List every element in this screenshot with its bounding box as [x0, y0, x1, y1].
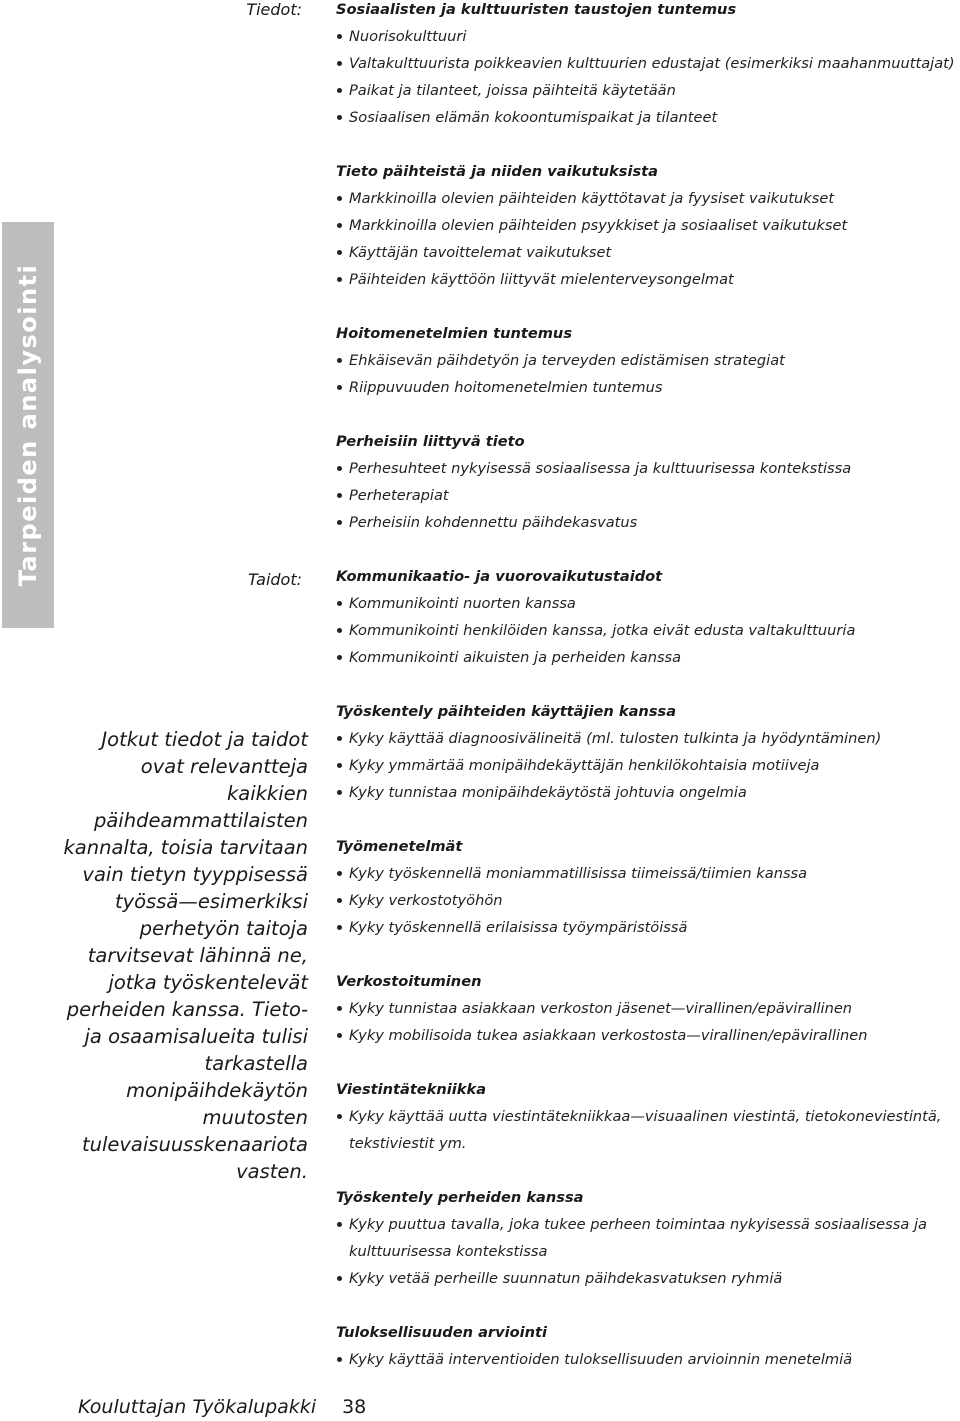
list-item: Kyky ymmärtää monipäihdekäyttäjän henkilökohtaisia motiiveja: [336, 752, 958, 779]
section-heading: Sosiaalisten ja kulttuuristen taustojen tuntemus: [336, 1, 737, 18]
side-tab-label: Tarpeiden analysointi: [14, 263, 42, 587]
section: [336, 1184, 958, 1292]
section-heading: Hoitomenetelmien tuntemus: [336, 325, 573, 342]
section-heading: Työskentely perheiden kanssa: [336, 1189, 584, 1206]
footer-title: Kouluttajan Työkalupakki: [78, 1396, 317, 1418]
section: [336, 428, 958, 536]
section-heading: Viestintätekniikka: [336, 1081, 487, 1098]
taidot-label: Taidot:: [248, 570, 302, 589]
section-heading: Työmenetelmät: [336, 838, 463, 855]
list-item: Käyttäjän tavoittelemat vaikutukset: [336, 239, 958, 266]
content-column: [336, 0, 958, 1400]
list-item: Kyky verkostotyöhön: [336, 887, 958, 914]
section-heading: Työskentely päihteiden käyttäjien kanssa: [336, 703, 677, 720]
list-item: Kommunikointi nuorten kanssa: [336, 590, 958, 617]
side-tab: [2, 222, 54, 628]
list-item: Kyky puuttua tavalla, joka tukee perheen toimintaa nykyisessä sosiaalisessa ja kulttuurisessa kontekstissa: [336, 1211, 958, 1265]
list-item: Kyky käyttää uutta viestintätekniikkaa—visuaalinen viestintä, tietokoneviestintä, tekstiviestit ym.: [336, 1103, 958, 1157]
list-item: Kyky tunnistaa asiakkaan verkoston jäsenet—virallinen/epävirallinen: [336, 995, 958, 1022]
list-item: Kyky työskennellä erilaisissa työympäristöissä: [336, 914, 958, 941]
section: [336, 158, 958, 293]
section-heading: Tieto päihteistä ja niiden vaikutuksista: [336, 163, 658, 180]
list-item: Kommunikointi henkilöiden kanssa, jotka eivät edusta valtakulttuuria: [336, 617, 958, 644]
list-item: Nuorisokulttuuri: [336, 23, 958, 50]
list-item: Ehkäisevän päihdetyön ja terveyden edistämisen strategiat: [336, 347, 958, 374]
section-heading: Kommunikaatio- ja vuorovaikutustaidot: [336, 568, 663, 585]
list-item: Kommunikointi aikuisten ja perheiden kanssa: [336, 644, 958, 671]
tiedot-label: Tiedot:: [246, 0, 302, 19]
list-item: Markkinoilla olevien päihteiden psyykkiset ja sosiaaliset vaikutukset: [336, 212, 958, 239]
list-item: Kyky vetää perheille suunnatun päihdekasvatuksen ryhmiä: [336, 1265, 958, 1292]
list-item: Markkinoilla olevien päihteiden käyttötavat ja fyysiset vaikutukset: [336, 185, 958, 212]
list-item: Kyky mobilisoida tukea asiakkaan verkostosta—virallinen/epävirallinen: [336, 1022, 958, 1049]
section-heading: Verkostoituminen: [336, 973, 482, 990]
section: [336, 833, 958, 941]
list-item: Kyky tunnistaa monipäihdekäytöstä johtuvia ongelmia: [336, 779, 958, 806]
section-heading: Tuloksellisuuden arviointi: [336, 1324, 548, 1341]
list-item: Paikat ja tilanteet, joissa päihteitä käytetään: [336, 77, 958, 104]
section: [336, 1076, 958, 1157]
list-item: Riippuvuuden hoitomenetelmien tuntemus: [336, 374, 958, 401]
section: [336, 563, 958, 671]
list-item: Perheisiin kohdennettu päihdekasvatus: [336, 509, 958, 536]
list-item: Valtakulttuurista poikkeavien kulttuurien edustajat (esimerkiksi maahanmuuttajat): [336, 50, 958, 77]
list-item: Sosiaalisen elämän kokoontumispaikat ja tilanteet: [336, 104, 958, 131]
section: [336, 698, 958, 806]
list-item: Kyky käyttää diagnoosivälineitä (ml. tulosten tulkinta ja hyödyntäminen): [336, 725, 958, 752]
list-item: Kyky työskennellä moniammatillisissa tiimeissä/tiimien kanssa: [336, 860, 958, 887]
footer: [78, 1394, 366, 1421]
list-item: Päihteiden käyttöön liittyvät mielenterveysongelmat: [336, 266, 958, 293]
section: [336, 0, 958, 131]
section-heading: Perheisiin liittyvä tieto: [336, 433, 525, 450]
list-item: Perheterapiat: [336, 482, 958, 509]
list-item: Kyky käyttää interventioiden tuloksellisuuden arvioinnin menetelmiä: [336, 1346, 958, 1373]
side-note: Jotkut tiedot ja taidot ovat relevantteja kaikkien päihdeammattilaisten kannalta, toisia tarvitaan vain tietyn tyyppisessä työssä—esimerkiksi perhetyön taitoja tarvitsevat lähinnä ne, jotka työskentelevät perheiden kanssa. Tieto- ja osaamisalueita tulisi tarkastella monipäihdekäytön muutosten tulevaisuusskenaariota vasten.: [63, 728, 308, 1183]
section: [336, 1319, 958, 1373]
section: [336, 320, 958, 401]
page-number: 38: [342, 1396, 367, 1418]
list-item: Perhesuhteet nykyisessä sosiaalisessa ja kulttuurisessa kontekstissa: [336, 455, 958, 482]
section: [336, 968, 958, 1049]
